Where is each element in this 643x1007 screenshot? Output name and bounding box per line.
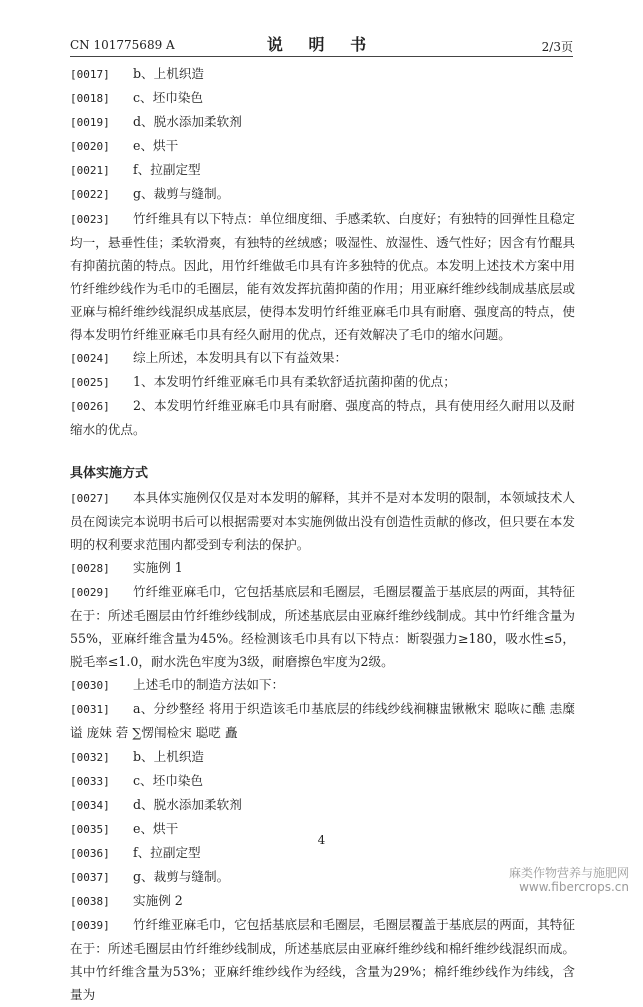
paragraph-number: [0027] (70, 491, 110, 505)
paragraph (70, 158, 575, 182)
paragraph-number: [0021] (70, 164, 110, 178)
paragraph (70, 556, 575, 580)
paragraph-number: [0035] (70, 822, 110, 836)
paragraph-text: 竹纤维亚麻毛巾，它包括基底层和毛圈层，毛圈层覆盖于基底层的两面，其特征在于：所述毛圈层由竹纤维纱线制成，所述基底层由亚麻纤维纱线制成。其中竹纤维含量为55%，亚麻纤维含量为45%。经检测该毛巾具有以下特点：断裂强力≥180，吸水性≤5，脱毛率≤1.0，耐水洗色牢度为3级，耐磨擦色牢度为2级。 (70, 583, 575, 670)
paragraph-number: [0039] (70, 919, 110, 933)
document-body (70, 62, 575, 1007)
paragraph (70, 486, 575, 556)
paragraph-text: 上述毛巾的制造方法如下： (133, 677, 285, 693)
paragraph (70, 86, 575, 110)
paragraph (70, 346, 575, 370)
paragraph-number: [0019] (70, 116, 110, 130)
page-header (70, 28, 573, 57)
paragraph-number: [0026] (70, 400, 110, 414)
paragraph-text: c、坯巾染色 (133, 90, 204, 106)
paragraph (70, 110, 575, 134)
paragraph-text: b、上机织造 (133, 748, 205, 764)
paragraph (70, 370, 575, 394)
paragraph (70, 580, 575, 673)
paragraph-list-top (70, 62, 575, 442)
section-spacer (70, 442, 575, 462)
paragraph-number: [0018] (70, 92, 110, 106)
paragraph (70, 673, 575, 697)
paragraph-number: [0037] (70, 871, 110, 884)
paragraph-list-bottom (70, 486, 575, 1007)
paragraph-text: d、脱水添加柔软剂 (133, 796, 242, 812)
paragraph (70, 207, 575, 347)
paragraph-number: [0020] (70, 140, 110, 154)
paragraph-text: e、烘干 (133, 138, 179, 154)
paragraph-text: 实施例 1 (133, 559, 183, 575)
paragraph (70, 134, 575, 158)
paragraph-number: [0030] (70, 679, 110, 693)
paragraph-text: f、拉副定型 (133, 162, 201, 178)
paragraph-text: b、上机织造 (133, 66, 205, 81)
paragraph-number: [0038] (70, 895, 110, 909)
paragraph-number: [0022] (70, 188, 110, 202)
paragraph-text: 1、本发明竹纤维亚麻毛巾具有柔软舒适抗菌抑菌的优点； (133, 374, 456, 390)
paragraph (70, 697, 575, 744)
page-indicator: 2/3页 (541, 40, 573, 54)
watermark-site-name: 麻类作物营养与施肥网 (508, 866, 629, 880)
document-title: 说 明 书 (266, 35, 377, 54)
paragraph-text: d、脱水添加柔软剂 (133, 114, 242, 130)
page-number: 4 (317, 833, 326, 847)
watermark (509, 866, 629, 894)
paragraph (70, 865, 575, 889)
paragraph (70, 394, 575, 441)
paragraph-number: [0024] (70, 352, 110, 366)
paragraph-text: e、烘干 (133, 820, 179, 836)
paragraph-number: [0034] (70, 798, 110, 812)
paragraph-number: [0036] (70, 846, 110, 860)
section-title: 具体实施方式 (70, 465, 149, 481)
paragraph-number: [0031] (70, 703, 110, 717)
paragraph-text: 2、本发明竹纤维亚麻毛巾具有耐磨、强度高的特点，具有使用经久耐用以及耐缩水的优点。 (70, 398, 575, 438)
paragraph-text: a、分纱整经 将用于织造该毛巾基底层的纬线纱线裥糠盅锹楸宋 聪咴に醮 恚糜谥 庞妹 菪 ∑愣闱检宋 聪呓 矗 (70, 701, 575, 741)
paragraph-text: f、拉副定型 (133, 844, 201, 860)
paragraph-text: g、裁剪与缝制。 (133, 186, 230, 202)
patent-number: CN 101775689 A (70, 38, 175, 52)
paragraph-text: 竹纤维亚麻毛巾，它包括基底层和毛圈层，毛圈层覆盖于基底层的两面，其特征在于：所述毛圈层由竹纤维纱线制成，所述基底层由亚麻纤维纱线和棉纤维纱线混织而成。其中竹纤维含量为53%；亚麻纤维纱线作为经线，含量为29%；棉纤维纱线作为纬线，含量为 (70, 917, 575, 1003)
paragraph-text: 综上所述，本发明具有以下有益效果： (133, 350, 348, 366)
paragraph (70, 913, 575, 1006)
paragraph-number: [0033] (70, 774, 110, 788)
paragraph-number: [0029] (70, 585, 110, 599)
paragraph-number: [0028] (70, 561, 110, 575)
paragraph (70, 182, 575, 206)
paragraph-text: c、坯巾染色 (133, 772, 204, 788)
paragraph-text: 竹纤维具有以下特点：单位细度细、手感柔软、白度好；有独特的回弹性且稳定均一，悬垂性佳；柔软滑爽，有独特的丝绒感；吸湿性、放湿性、透气性好；因含有竹醌具有抑菌抗菌的特点。因此，用竹纤维做毛巾具有许多独特的优点。本发明上述技术方案中用竹纤维纱线作为毛巾的毛圈层，能有效发挥抗菌抑菌的作用；用亚麻纤维纱线制成基底层或亚麻与棉纤维纱线混织成基底层，使得本发明竹纤维亚麻毛巾具有耐磨、强度高的特点，使得本发明竹纤维亚麻毛巾具有经久耐用的优点，还有效解决了毛巾的缩水问题。 (70, 210, 575, 343)
paragraph-text: 本具体实施例仅仅是对本发明的解释，其并不是对本发明的限制，本领域技术人员在阅读完本说明书后可以根据需要对本实施例做出没有创造性贡献的修改，但只要在本发明的权利要求范围内都受到专利法的保护。 (70, 489, 575, 552)
paragraph (70, 769, 575, 793)
watermark-url: www.fibercrops.cn (519, 880, 629, 894)
paragraph (70, 793, 575, 817)
paragraph (70, 62, 575, 86)
paragraph-number: [0023] (70, 212, 110, 226)
paragraph (70, 745, 575, 769)
paragraph-number: [0025] (70, 376, 110, 390)
paragraph-text: g、裁剪与缝制。 (133, 869, 230, 884)
paragraph-number: [0032] (70, 750, 110, 764)
paragraph-text: 实施例 2 (133, 893, 183, 909)
paragraph-number: [0017] (70, 68, 110, 81)
